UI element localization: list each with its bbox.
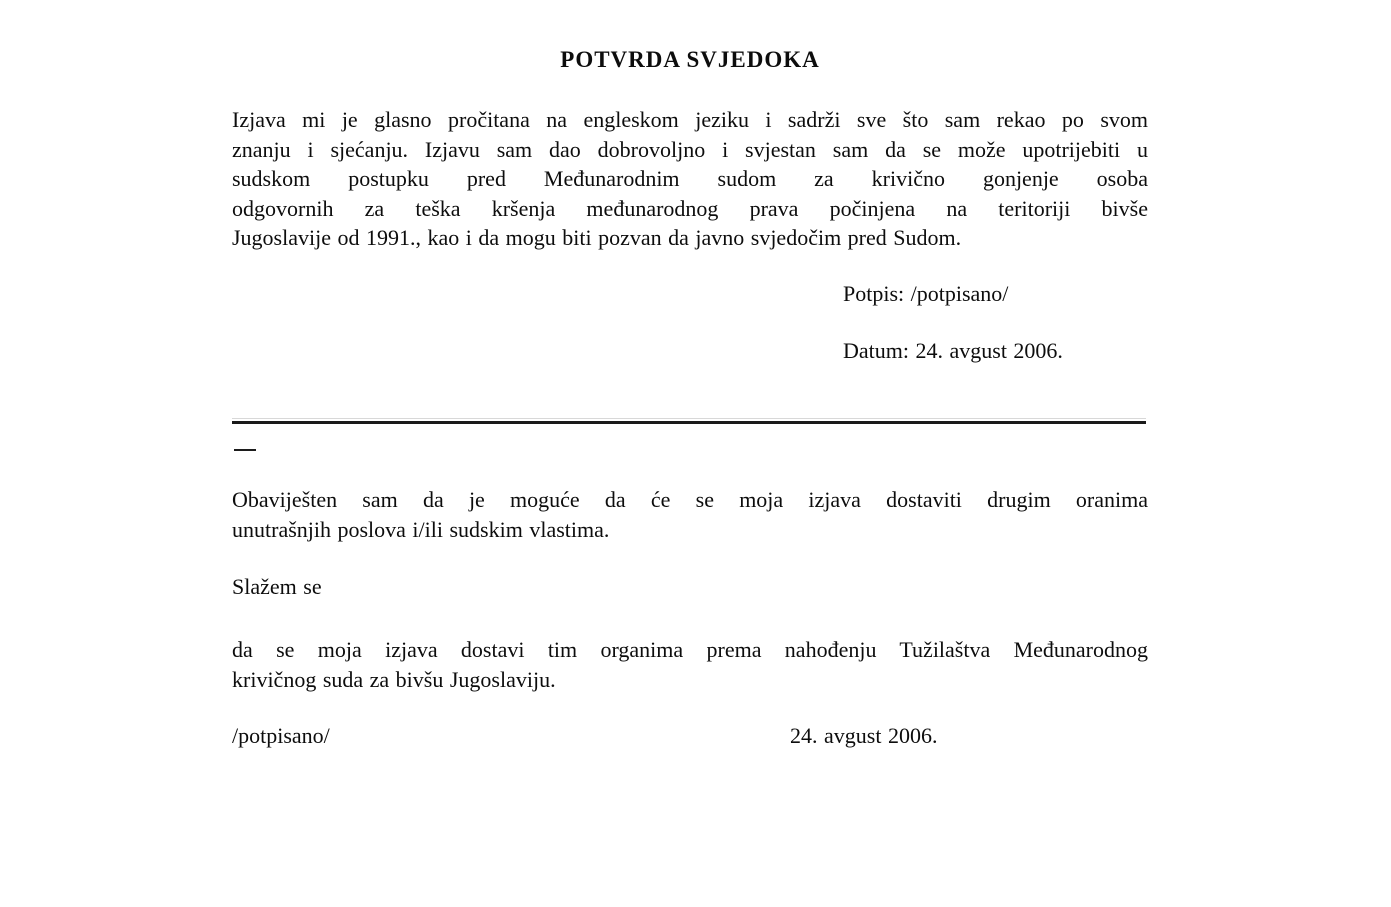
notification-paragraph [232, 485, 1148, 544]
paragraph-line: Obaviješten sam da je moguće da će se moja izjava dostaviti drugim oranima [232, 487, 1148, 512]
separator-line-shadow [232, 418, 1146, 419]
paragraph-line: odgovornih za teška kršenja međunarodnog prava počinjena na teritoriji bivše [232, 195, 1148, 221]
statement-paragraph [232, 105, 1148, 253]
signature-line: Potpis: /potpisano/ [843, 281, 1009, 306]
document-title: POTVRDA SVJEDOKA [560, 47, 820, 72]
paragraph-line: unutrašnjih poslova i/ili sudskim vlastima. [232, 516, 610, 542]
paragraph-line: sudskom postupku pred Međunarodnim sudom za krivično gonjenje osoba [232, 166, 1148, 191]
paragraph-line: znanju i sjećanju. Izjavu sam dao dobrovoljno i svjestan sam da se može upotrijebiti u [232, 136, 1148, 162]
paragraph-line: da se moja izjava dostavi tim organima prema nahođenju Tužilaštva Međunarodnog [232, 637, 1148, 662]
separator-line [232, 421, 1146, 424]
separator-dash [234, 449, 256, 451]
paragraph-line: krivičnog suda za bivšu Jugoslaviju. [232, 666, 556, 692]
paragraph-line: Jugoslavije od 1991., kao i da mogu biti pozvan da javno svjedočim pred Sudom. [232, 225, 962, 250]
paragraph-line: Izjava mi je glasno pročitana na engleskom jeziku i sadrži sve što sam rekao po svom [232, 107, 1148, 132]
date-line: Datum: 24. avgust 2006. [843, 338, 1063, 363]
footer-signed: /potpisano/ [232, 723, 330, 748]
footer-row [232, 721, 1148, 751]
agreement-line: Slažem se [232, 574, 322, 599]
consent-paragraph [232, 635, 1148, 694]
footer-date: 24. avgust 2006. [790, 723, 938, 748]
